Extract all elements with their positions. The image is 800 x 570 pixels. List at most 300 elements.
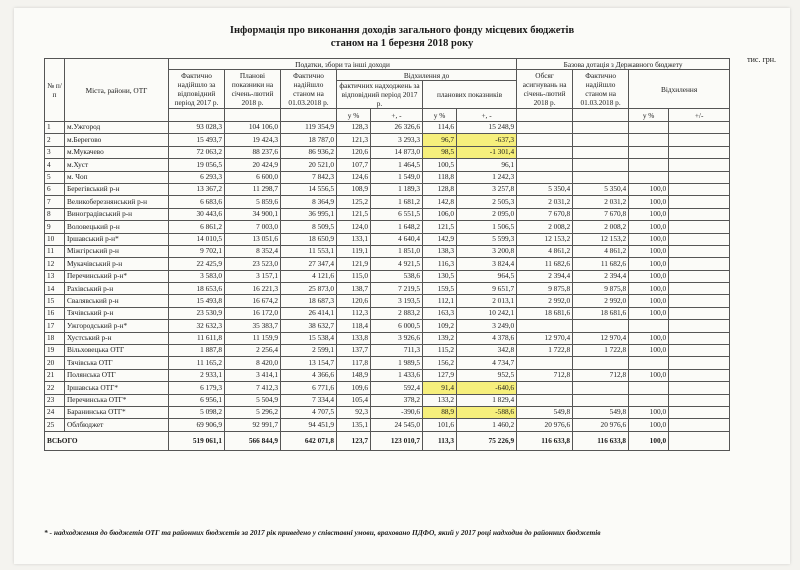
cell-c7: -1 301,4 [457,146,517,158]
cell-c11 [669,122,730,134]
table-row [45,245,730,257]
cell-c6: 118,8 [423,171,457,183]
cell-c9: 1 722,8 [573,345,629,357]
cell-c2: 16 172,0 [225,307,281,319]
row-name: Тячівська ОТГ [65,357,169,369]
cell-c4: 105,4 [337,394,371,406]
cell-c8: 2 031,2 [517,196,573,208]
cell-c10 [629,134,669,146]
cell-c3: 8 509,5 [281,221,337,233]
row-number: 20 [45,357,65,369]
cell-c6: 121,5 [423,221,457,233]
cell-c2: 2 256,4 [225,345,281,357]
header-pct: у % [629,109,669,122]
total-c5: 123 010,7 [371,431,423,450]
row-number: 19 [45,345,65,357]
table-row [45,146,730,158]
cell-c1: 15 493,8 [169,295,225,307]
cell-c3: 26 414,1 [281,307,337,319]
cell-c10: 100,0 [629,307,669,319]
cell-c8: 2 008,2 [517,221,573,233]
cell-c5: 7 219,5 [371,283,423,295]
row-name: Тячівський р-н [65,307,169,319]
cell-c4: 108,9 [337,183,371,195]
cell-c7: 2 013,1 [457,295,517,307]
table-row [45,320,730,332]
cell-c7: 96,1 [457,159,517,171]
cell-c1: 11 165,2 [169,357,225,369]
cell-c2: 35 383,7 [225,320,281,332]
cell-c9 [573,122,629,134]
row-number: 8 [45,208,65,220]
row-name: Полянська ОТГ [65,369,169,381]
cell-c5: 711,3 [371,345,423,357]
table-row [45,208,730,220]
cell-c2: 7 003,0 [225,221,281,233]
cell-c6: 142,8 [423,196,457,208]
cell-c10: 100,0 [629,245,669,257]
cell-c6: 115,2 [423,345,457,357]
cell-c1: 13 367,2 [169,183,225,195]
cell-c7: 4 378,6 [457,332,517,344]
cell-c6: 142,9 [423,233,457,245]
cell-c8: 9 875,8 [517,283,573,295]
cell-c8 [517,320,573,332]
cell-c10: 100,0 [629,369,669,381]
cell-c8 [517,134,573,146]
cell-c2: 8 420,0 [225,357,281,369]
cell-c4: 107,7 [337,159,371,171]
row-number: 11 [45,245,65,257]
header-dotation-deviation: Відхилення [629,70,730,109]
cell-c4: 112,3 [337,307,371,319]
cell-c5: 3 293,3 [371,134,423,146]
cell-c1: 32 632,3 [169,320,225,332]
cell-c4: 133,8 [337,332,371,344]
row-number: 3 [45,146,65,158]
cell-c1: 15 493,7 [169,134,225,146]
cell-c9 [573,357,629,369]
cell-c10 [629,122,669,134]
cell-c10: 100,0 [629,345,669,357]
cell-c11 [669,382,730,394]
cell-c8: 549,8 [517,406,573,418]
total-c6: 113,3 [423,431,457,450]
cell-c11 [669,332,730,344]
cell-c3: 36 995,1 [281,208,337,220]
cell-c7: 1 242,3 [457,171,517,183]
cell-c8: 12 153,2 [517,233,573,245]
cell-c9 [573,159,629,171]
cell-c2: 19 424,3 [225,134,281,146]
cell-c7: 2 505,3 [457,196,517,208]
row-name: Вільховецька ОТГ [65,345,169,357]
header-dev-fact: фактичних надходжень за відповідний період 2017 р. [337,81,423,109]
cell-c3: 6 771,6 [281,382,337,394]
cell-c10 [629,394,669,406]
cell-c7: 964,5 [457,270,517,282]
cell-c3: 94 451,9 [281,419,337,431]
total-c2: 566 844,9 [225,431,281,450]
row-name: м.Берегово [65,134,169,146]
cell-c1: 18 653,6 [169,283,225,295]
cell-c1: 3 583,0 [169,270,225,282]
cell-c2: 3 414,1 [225,369,281,381]
row-number: 13 [45,270,65,282]
cell-c3: 14 556,5 [281,183,337,195]
cell-c11 [669,233,730,245]
cell-c5: 14 873,0 [371,146,423,158]
cell-c4: 138,7 [337,283,371,295]
table-row [45,369,730,381]
cell-c4: 121,5 [337,208,371,220]
cell-c5: 592,4 [371,382,423,394]
cell-c8 [517,122,573,134]
row-number: 4 [45,159,65,171]
row-number: 25 [45,419,65,431]
cell-c10 [629,146,669,158]
cell-c8: 2 394,4 [517,270,573,282]
cell-c4: 118,4 [337,320,371,332]
cell-c3: 25 873,0 [281,283,337,295]
cell-c4: 128,3 [337,122,371,134]
cell-c3: 4 707,5 [281,406,337,418]
cell-c10 [629,357,669,369]
header-plusminus: +, - [371,109,423,122]
cell-c5: 24 545,0 [371,419,423,431]
header-city: Міста, райони, ОТГ [65,59,169,122]
cell-c10: 100,0 [629,233,669,245]
cell-c2: 34 900,1 [225,208,281,220]
row-name: Баранинська ОТГ* [65,406,169,418]
cell-c7: 4 734,7 [457,357,517,369]
cell-c11 [669,270,730,282]
cell-c6: 114,6 [423,122,457,134]
cell-c2: 16 674,2 [225,295,281,307]
cell-c5: 378,2 [371,394,423,406]
cell-c1: 9 702,1 [169,245,225,257]
cell-c7: 1 829,4 [457,394,517,406]
cell-c5: 4 921,5 [371,258,423,270]
cell-c6: 127,9 [423,369,457,381]
cell-c1: 19 056,5 [169,159,225,171]
total-c7: 75 226,9 [457,431,517,450]
header-pct: у % [423,109,457,122]
table-row [45,382,730,394]
table-row [45,196,730,208]
header-dotation-group: Базова дотація з Державного бюджету [517,59,730,70]
row-number: 21 [45,369,65,381]
cell-c11 [669,307,730,319]
cell-c1: 6 683,6 [169,196,225,208]
cell-c3: 38 632,7 [281,320,337,332]
header-fact-2018: Фактично надійшло станом на 01.03.2018 р. [281,70,337,109]
cell-c11 [669,394,730,406]
cell-c11 [669,320,730,332]
header-plusminus: +, - [457,109,517,122]
cell-c11 [669,146,730,158]
total-c8: 116 633,8 [517,431,573,450]
table-row [45,221,730,233]
cell-c1: 93 028,3 [169,122,225,134]
cell-c6: 163,3 [423,307,457,319]
row-number: 24 [45,406,65,418]
cell-c6: 156,2 [423,357,457,369]
cell-c3: 11 553,1 [281,245,337,257]
cell-c5: 1 989,5 [371,357,423,369]
cell-c9 [573,171,629,183]
cell-c11 [669,369,730,381]
cell-c11 [669,134,730,146]
header-plusminus: +/- [669,109,730,122]
cell-c5: 1 648,2 [371,221,423,233]
cell-c2: 104 106,0 [225,122,281,134]
cell-c5: 1 681,2 [371,196,423,208]
cell-c2: 13 051,6 [225,233,281,245]
total-c3: 642 071,8 [281,431,337,450]
cell-c11 [669,221,730,233]
cell-c6: 159,5 [423,283,457,295]
cell-c2: 5 504,9 [225,394,281,406]
cell-c2: 8 352,4 [225,245,281,257]
table-row [45,394,730,406]
cell-c8 [517,159,573,171]
cell-c1: 69 906,9 [169,419,225,431]
cell-c5: 3 926,6 [371,332,423,344]
cell-c1: 6 293,3 [169,171,225,183]
cell-c7: 1 460,2 [457,419,517,431]
cell-c4: 109,6 [337,382,371,394]
row-name: Облбюджет [65,419,169,431]
currency-unit: тис. грн. [747,55,776,64]
cell-c7: -588,6 [457,406,517,418]
cell-c9: 9 875,8 [573,283,629,295]
cell-c9: 2 031,2 [573,196,629,208]
header-fact-2017: Фактично надійшло за відповідний період 2017 р. [169,70,225,109]
cell-c10: 100,0 [629,258,669,270]
cell-c9: 7 670,8 [573,208,629,220]
cell-c3: 4 366,6 [281,369,337,381]
cell-c10: 100,0 [629,295,669,307]
cell-c7: 3 257,8 [457,183,517,195]
cell-c1: 30 443,6 [169,208,225,220]
cell-c5: 6 551,5 [371,208,423,220]
cell-c7: -637,3 [457,134,517,146]
cell-c9: 549,8 [573,406,629,418]
cell-c11 [669,295,730,307]
cell-c7: 3 200,8 [457,245,517,257]
row-name: Берегівський р-н [65,183,169,195]
cell-c11 [669,245,730,257]
cell-c9: 18 681,6 [573,307,629,319]
cell-c8: 7 670,8 [517,208,573,220]
row-number: 10 [45,233,65,245]
cell-c7: 9 651,7 [457,283,517,295]
row-name: Ужгородський р-н* [65,320,169,332]
cell-c1: 5 098,2 [169,406,225,418]
cell-c11 [669,208,730,220]
cell-c3: 18 650,9 [281,233,337,245]
cell-c9: 4 861,2 [573,245,629,257]
table-row [45,419,730,431]
cell-c4: 120,6 [337,295,371,307]
cell-c8: 4 861,2 [517,245,573,257]
cell-c1: 1 887,8 [169,345,225,357]
cell-c3: 4 121,6 [281,270,337,282]
cell-c6: 139,2 [423,332,457,344]
cell-c5: 1 549,0 [371,171,423,183]
cell-c1: 22 425,9 [169,258,225,270]
cell-c5: 4 640,4 [371,233,423,245]
cell-c5: 1 464,5 [371,159,423,171]
row-number: 7 [45,196,65,208]
row-name: Великоберезнянський р-н [65,196,169,208]
cell-c11 [669,345,730,357]
cell-c1: 6 179,3 [169,382,225,394]
cell-c9 [573,394,629,406]
cell-c2: 5 859,6 [225,196,281,208]
row-number: 16 [45,307,65,319]
cell-c8 [517,146,573,158]
table-row [45,270,730,282]
cell-c9 [573,382,629,394]
cell-c9 [573,146,629,158]
table-row [45,332,730,344]
row-number: 18 [45,332,65,344]
cell-c10: 100,0 [629,270,669,282]
cell-c2: 11 298,7 [225,183,281,195]
cell-c9: 712,8 [573,369,629,381]
row-name: Мукачівський р-н [65,258,169,270]
cell-c10 [629,171,669,183]
total-row [45,431,730,450]
cell-c10: 100,0 [629,183,669,195]
cell-c9: 20 976,6 [573,419,629,431]
row-name: Свалявський р-н [65,295,169,307]
cell-c7: 952,5 [457,369,517,381]
cell-c6: 133,2 [423,394,457,406]
header-taxes-group: Податки, збори та інші доходи [169,59,517,70]
cell-c10: 100,0 [629,406,669,418]
total-c4: 123,7 [337,431,371,450]
cell-c7: 1 506,5 [457,221,517,233]
row-name: Іршавська ОТГ* [65,382,169,394]
cell-c1: 11 611,8 [169,332,225,344]
cell-c3: 15 538,4 [281,332,337,344]
cell-c3: 27 347,4 [281,258,337,270]
row-number: 15 [45,295,65,307]
cell-c7: -640,6 [457,382,517,394]
table-row [45,295,730,307]
table-row [45,345,730,357]
cell-c7: 5 599,3 [457,233,517,245]
cell-c6: 88,9 [423,406,457,418]
row-name: м.Мукачево [65,146,169,158]
cell-c10 [629,159,669,171]
header-plan-2018: Планові показники на січень-лютий 2018 р. [225,70,281,109]
cell-c2: 5 296,2 [225,406,281,418]
footnote: * - надходження до бюджетів ОТГ та районних бюджетів за 2017 рік приведено у співставні умови, враховано ПДФО, який у 2017 році надходив до районних бюджетів [44,528,601,537]
cell-c10 [629,382,669,394]
cell-c3: 2 599,1 [281,345,337,357]
cell-c1: 72 063,2 [169,146,225,158]
cell-c8 [517,357,573,369]
cell-c5: 3 193,5 [371,295,423,307]
cell-c2: 92 991,7 [225,419,281,431]
row-name: Хустський р-н [65,332,169,344]
cell-c5: 26 326,6 [371,122,423,134]
cell-c8: 1 722,8 [517,345,573,357]
cell-c1: 6 861,2 [169,221,225,233]
cell-c6: 96,7 [423,134,457,146]
cell-c8: 12 970,4 [517,332,573,344]
cell-c9: 12 970,4 [573,332,629,344]
row-name: Перечинська ОТГ* [65,394,169,406]
cell-c11 [669,183,730,195]
cell-c6: 101,6 [423,419,457,431]
cell-c5: -390,6 [371,406,423,418]
cell-c2: 20 424,9 [225,159,281,171]
cell-c3: 8 364,9 [281,196,337,208]
cell-c10: 100,0 [629,196,669,208]
document-title: Інформація про виконання доходів загального фонду місцевих бюджетів [229,25,575,36]
cell-c11 [669,283,730,295]
document-subtitle: станом на 1 березня 2018 року [330,38,474,49]
cell-c7: 2 095,0 [457,208,517,220]
cell-c4: 119,1 [337,245,371,257]
cell-c8: 18 681,6 [517,307,573,319]
cell-c5: 1 433,6 [371,369,423,381]
cell-c4: 148,9 [337,369,371,381]
cell-c11 [669,419,730,431]
cell-c6: 91,4 [423,382,457,394]
row-name: Міжгірський р-н [65,245,169,257]
cell-c4: 121,9 [337,258,371,270]
cell-c3: 18 687,3 [281,295,337,307]
table-row [45,183,730,195]
cell-c6: 128,8 [423,183,457,195]
cell-c4: 124,0 [337,221,371,233]
cell-c7: 10 242,1 [457,307,517,319]
cell-c2: 88 237,6 [225,146,281,158]
cell-c4: 120,6 [337,146,371,158]
row-name: Іршавський р-н* [65,233,169,245]
cell-c5: 1 851,0 [371,245,423,257]
cell-c3: 20 521,0 [281,159,337,171]
cell-c5: 1 189,3 [371,183,423,195]
cell-c11 [669,258,730,270]
cell-c2: 23 523,0 [225,258,281,270]
cell-c8 [517,171,573,183]
row-name: м. Чоп [65,171,169,183]
table-row [45,258,730,270]
cell-c11 [669,196,730,208]
cell-c10: 100,0 [629,208,669,220]
header-no: № п/п [45,59,65,122]
row-name: Воловецький р-н [65,221,169,233]
table-row [45,406,730,418]
cell-c3: 119 354,9 [281,122,337,134]
cell-c6: 130,5 [423,270,457,282]
cell-c4: 125,2 [337,196,371,208]
total-c1: 519 061,1 [169,431,225,450]
cell-c9: 5 350,4 [573,183,629,195]
row-number: 9 [45,221,65,233]
cell-c7: 342,8 [457,345,517,357]
cell-c8: 712,8 [517,369,573,381]
cell-c4: 115,0 [337,270,371,282]
cell-c4: 121,3 [337,134,371,146]
